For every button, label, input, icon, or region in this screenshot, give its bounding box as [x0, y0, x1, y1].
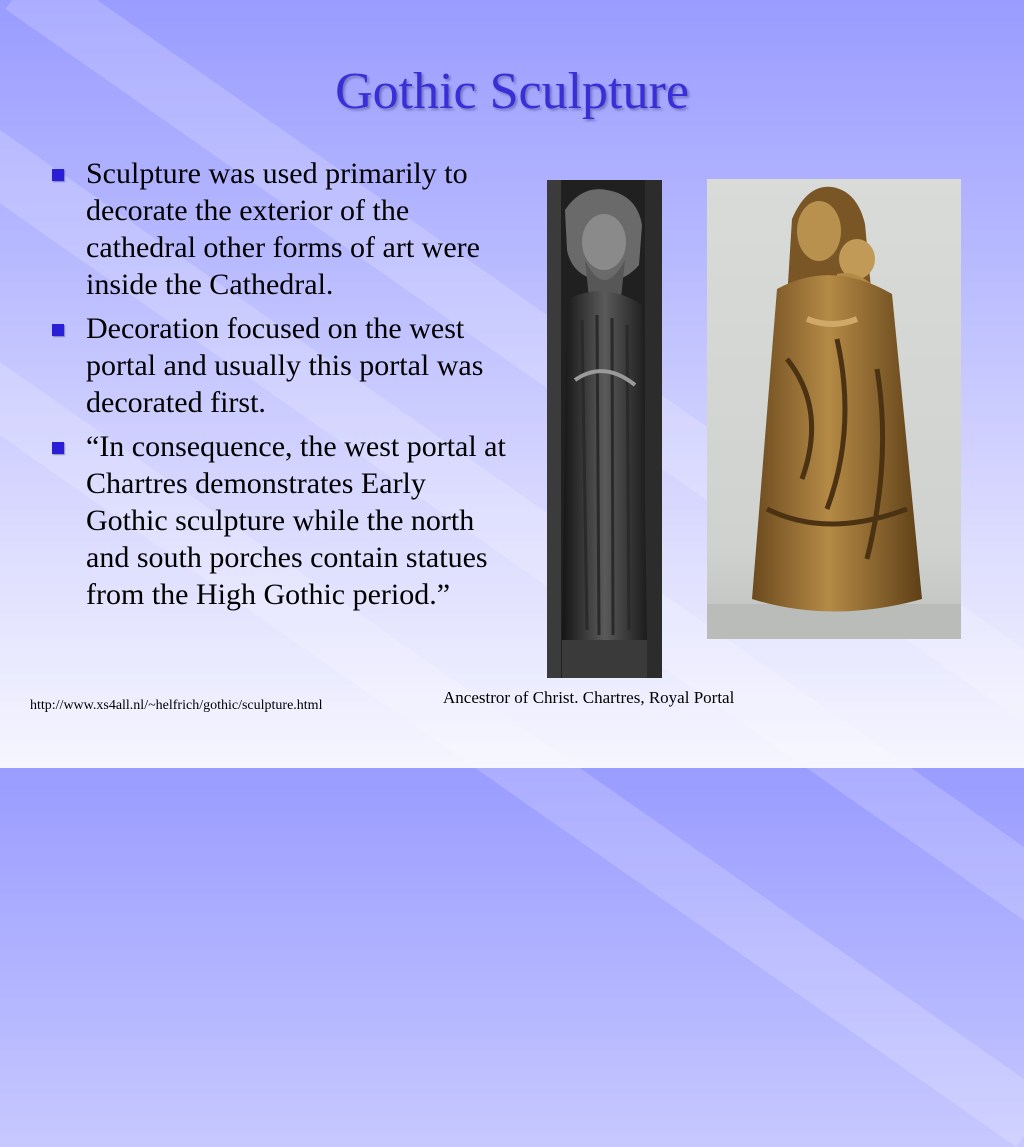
bullet-text: Sculpture was used primarily to decorate the exterior of the cathedral other forms of art were inside the Cathedral.	[86, 157, 480, 301]
slide-title: Gothic Sculpture	[335, 63, 689, 120]
square-bullet-icon	[52, 442, 64, 454]
source-url: http://www.xs4all.nl/~helfrich/gothic/sculpture.html	[30, 698, 323, 713]
bullet-list	[46, 155, 506, 620]
madonna-sculpture-image	[707, 179, 961, 639]
square-bullet-icon	[52, 169, 64, 181]
chartres-statue-image	[547, 180, 662, 678]
square-bullet-icon	[52, 324, 64, 336]
bullet-text: Decoration focused on the west portal and usually this portal was decorated first.	[86, 312, 484, 419]
bullet-item	[46, 428, 506, 613]
bullet-item	[46, 155, 506, 303]
bullet-text: “In consequence, the west portal at Chartres demonstrates Early Gothic sculpture while the north and south porches contain statues from the High Gothic period.”	[86, 430, 506, 611]
image-caption: Ancestror of Christ. Chartres, Royal Portal	[443, 688, 735, 707]
bullet-item	[46, 310, 506, 421]
